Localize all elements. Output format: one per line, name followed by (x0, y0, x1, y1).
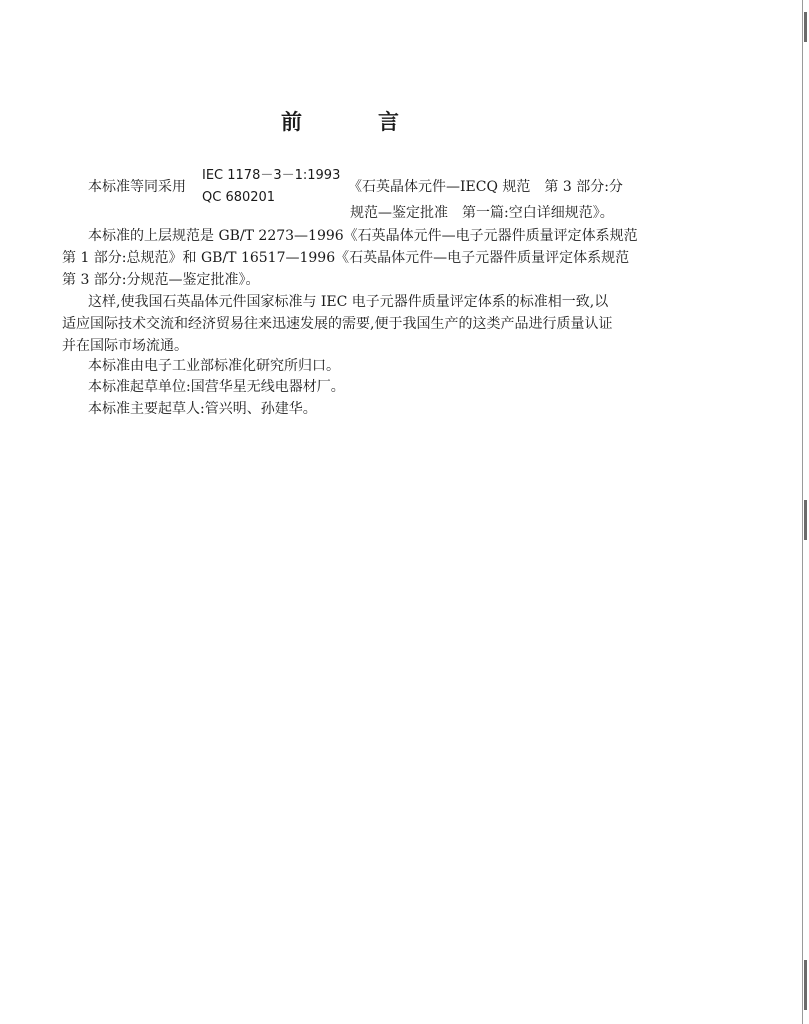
paragraph-1-line-1: 本标准的上层规范是 GB/T 2273—1996《石英晶体元件—电子元器件质量评定体系规范 (88, 228, 638, 244)
adoption-title-line-1: 《石英晶体元件—IECQ 规范 第 3 部分:分 (348, 179, 623, 195)
adoption-ref-iec: IEC 1178－3－1:1993 (202, 168, 341, 183)
paragraph-5: 本标准主要起草人:管兴明、孙建华。 (88, 401, 317, 417)
paragraph-3: 本标准由电子工业部标准化研究所归口。 (88, 358, 340, 374)
paragraph-2-line-1: 这样,使我国石英晶体元件国家标准与 IEC 电子元器件质量评定体系的标准相一致,以 (88, 294, 609, 310)
adoption-title-line-2: 规范—鉴定批准 第一篇:空白详细规范》。 (350, 205, 614, 221)
scan-edge-mark (804, 500, 807, 540)
scan-edge-mark (804, 12, 807, 42)
adoption-ref-qc: QC 680201 (202, 190, 276, 205)
paragraph-2-line-3: 并在国际市场流通。 (62, 338, 188, 354)
scan-edge-line (802, 0, 803, 1024)
page-title (0, 106, 680, 136)
paragraph-4: 本标准起草单位:国营华星无线电器材厂。 (88, 379, 345, 395)
adoption-label: 本标准等同采用 (88, 179, 186, 195)
paragraph-1-line-2: 第 1 部分:总规范》和 GB/T 16517—1996《石英晶体元件—电子元器件质量评定体系规范 (62, 250, 630, 266)
paragraph-1-line-3: 第 3 部分:分规范—鉴定批准》。 (62, 272, 260, 288)
scan-edge-mark (804, 960, 807, 1010)
title-char-1: 前 (281, 109, 302, 134)
title-char-2: 言 (378, 109, 399, 134)
paragraph-2-line-2: 适应国际技术交流和经济贸易往来迅速发展的需要,便于我国生产的这类产品进行质量认证 (62, 316, 613, 332)
